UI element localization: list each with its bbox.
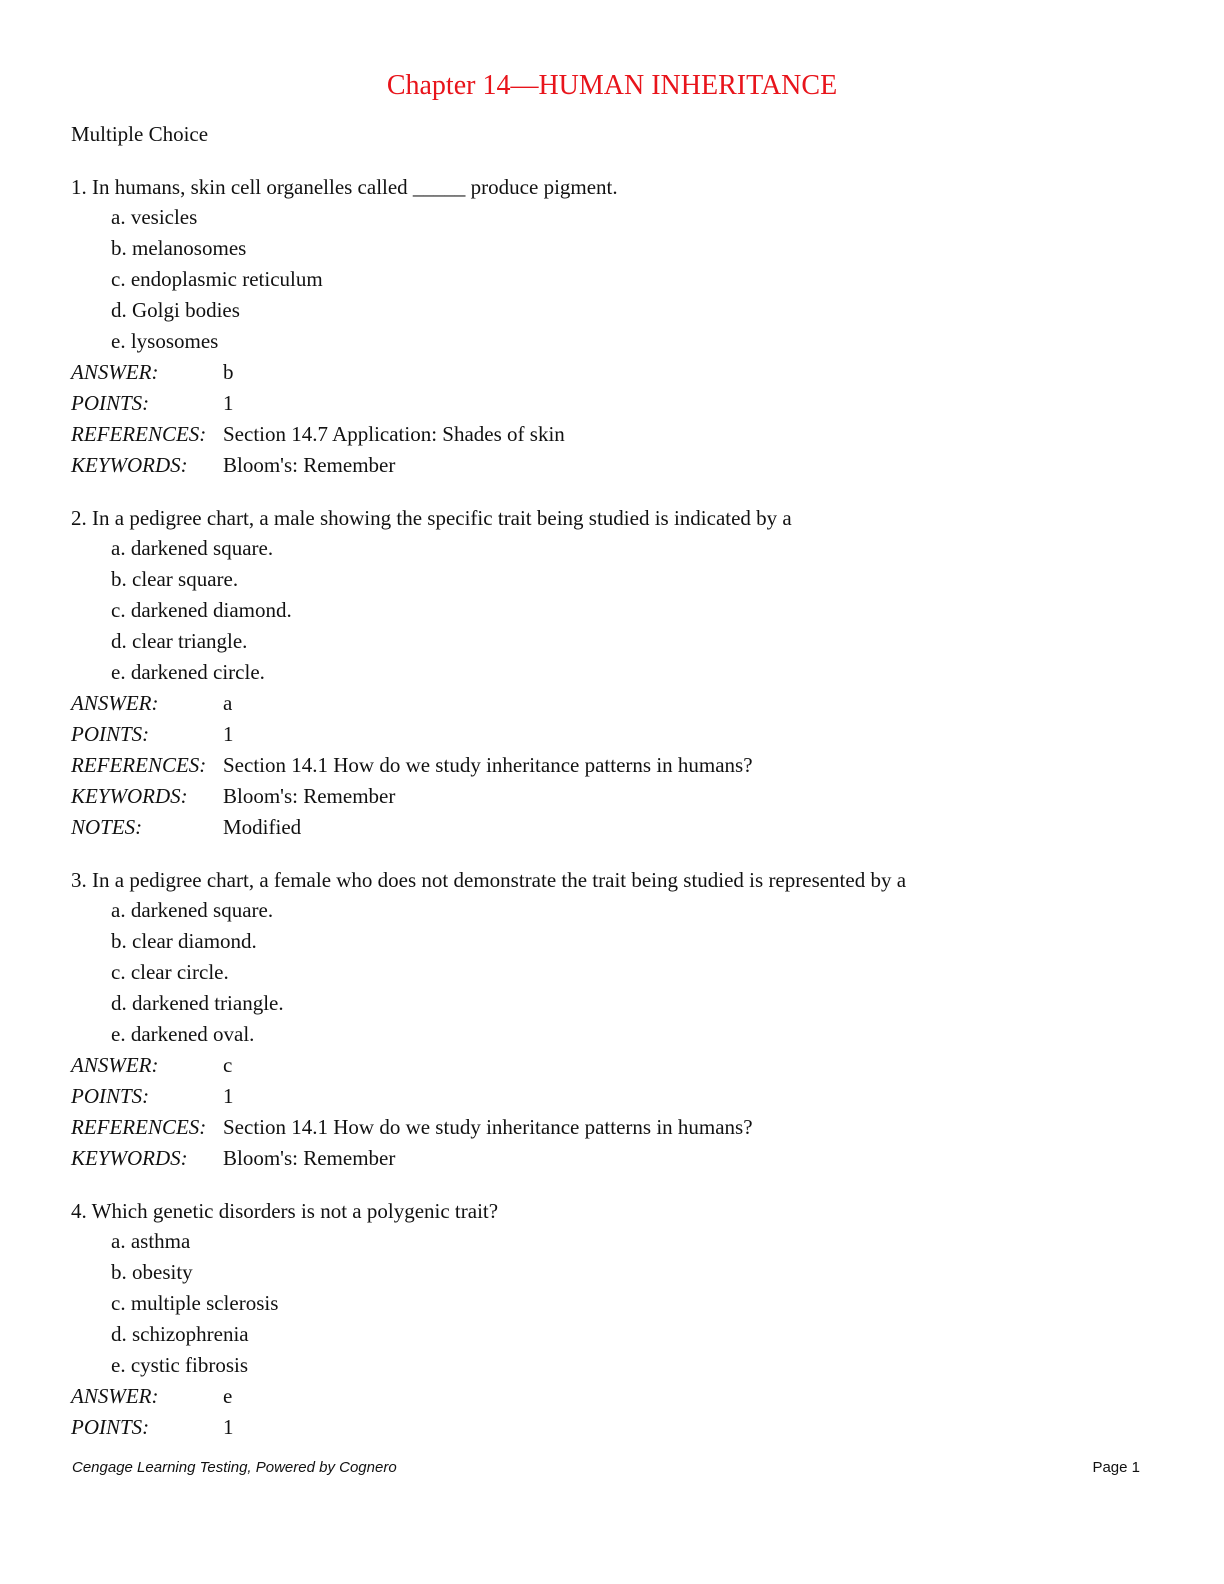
choice-list [71,202,1151,357]
footer-credit: Cengage Learning Testing, Powered by Cognero [72,1459,397,1476]
keywords-label: KEYWORDS: [71,784,188,808]
points-row [71,1412,1151,1443]
page-number: Page 1 [1092,1459,1140,1476]
choice-item: c. clear circle. [111,960,229,984]
answer-row [71,1381,1151,1412]
choice-item: d. schizophrenia [111,1322,249,1346]
references-label: REFERENCES: [71,422,207,446]
keywords-row [71,1143,1151,1174]
choice-item: e. darkened oval. [111,1022,255,1046]
choice-item: b. clear square. [111,567,239,591]
points-row [71,1081,1151,1112]
answer-row [71,357,1151,388]
answer-value: c [223,1053,233,1077]
choice-item: e. darkened circle. [111,660,265,684]
points-row [71,719,1151,750]
references-label: REFERENCES: [71,753,207,777]
section-heading: Multiple Choice [71,122,209,146]
answer-row [71,1050,1151,1081]
choice-item: d. Golgi bodies [111,298,240,322]
choice-item: e. lysosomes [111,329,219,353]
choice-item: e. cystic fibrosis [111,1353,249,1377]
notes-label: NOTES: [71,815,143,839]
question-text: 1. In humans, skin cell organelles called _____ produce pigment. [71,175,618,199]
keywords-value: Bloom's: Remember [223,453,396,477]
points-label: POINTS: [71,391,150,415]
choice-item: a. darkened square. [111,898,274,922]
question-1 [71,172,1151,481]
answer-row [71,688,1151,719]
answer-value: b [223,360,234,384]
page-title: Chapter 14—HUMAN INHERITANCE [386,70,838,101]
question-list [71,172,1151,1465]
keywords-value: Bloom's: Remember [223,1146,396,1170]
points-value: 1 [223,1084,234,1108]
notes-row [71,812,1151,843]
choice-list [71,1226,1151,1381]
choice-item: a. darkened square. [111,536,274,560]
answer-value: e [223,1384,233,1408]
references-value: Section 14.1 How do we study inheritance patterns in humans? [223,1115,753,1139]
keywords-label: KEYWORDS: [71,1146,188,1170]
choice-item: c. darkened diamond. [111,598,292,622]
choice-item: c. endoplasmic reticulum [111,267,323,291]
question-text: 4. Which genetic disorders is not a polygenic trait? [71,1199,499,1223]
choice-item: b. obesity [111,1260,193,1284]
keywords-value: Bloom's: Remember [223,784,396,808]
keywords-label: KEYWORDS: [71,453,188,477]
references-row [71,750,1151,781]
answer-label: ANSWER: [71,360,159,384]
points-label: POINTS: [71,1415,150,1439]
points-label: POINTS: [71,722,150,746]
notes-value: Modified [223,815,302,839]
choice-item: a. vesicles [111,205,198,229]
points-value: 1 [223,722,234,746]
choice-item: b. clear diamond. [111,929,257,953]
answer-value: a [223,691,233,715]
references-label: REFERENCES: [71,1115,207,1139]
answer-label: ANSWER: [71,1384,159,1408]
answer-label: ANSWER: [71,1053,159,1077]
points-value: 1 [223,391,234,415]
keywords-row [71,450,1151,481]
points-value: 1 [223,1415,234,1439]
points-row [71,388,1151,419]
choice-list [71,895,1151,1050]
choice-item: d. darkened triangle. [111,991,284,1015]
choice-item: b. melanosomes [111,236,247,260]
references-row [71,1112,1151,1143]
keywords-row [71,781,1151,812]
points-label: POINTS: [71,1084,150,1108]
choice-list [71,533,1151,688]
choice-item: d. clear triangle. [111,629,248,653]
question-3 [71,865,1151,1174]
question-text: 3. In a pedigree chart, a female who does not demonstrate the trait being studied is represented by a [71,868,907,892]
choice-item: a. asthma [111,1229,191,1253]
question-2 [71,503,1151,843]
choice-item: c. multiple sclerosis [111,1291,279,1315]
question-text: 2. In a pedigree chart, a male showing the specific trait being studied is indicated by a [71,506,792,530]
references-row [71,419,1151,450]
answer-label: ANSWER: [71,691,159,715]
references-value: Section 14.1 How do we study inheritance patterns in humans? [223,753,753,777]
question-4 [71,1196,1151,1443]
references-value: Section 14.7 Application: Shades of skin [223,422,565,446]
